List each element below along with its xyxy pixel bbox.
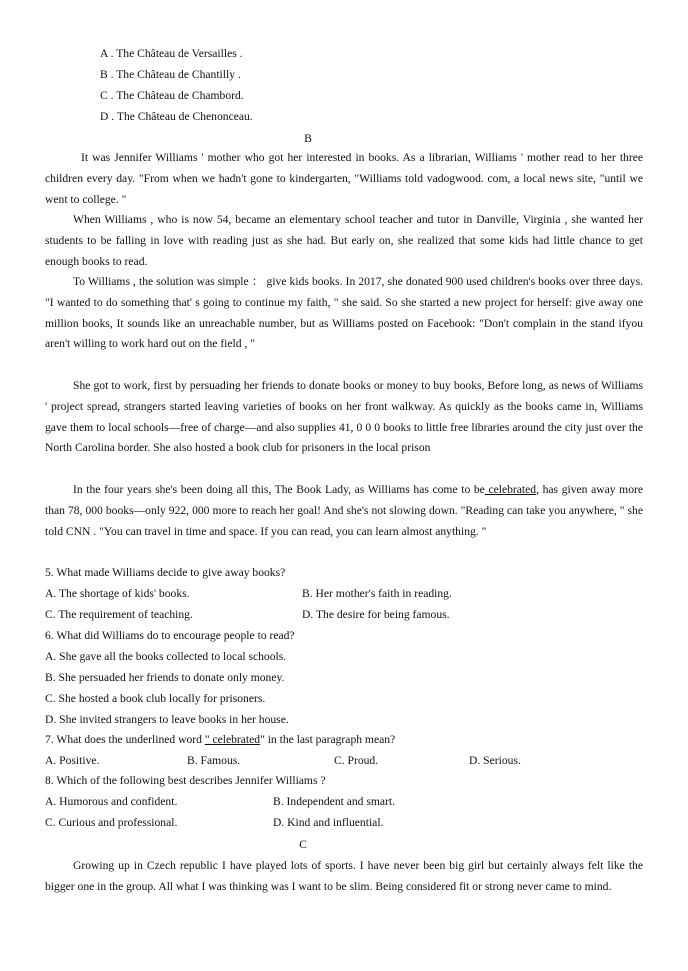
question-5-option-c: C. The requirement of teaching. xyxy=(45,608,193,621)
question-5-option-a: A. The shortage of kids' books. xyxy=(45,587,190,600)
question-8-option-b: B. Independent and smart. xyxy=(273,795,396,808)
question-7-option-a: A. Positive. xyxy=(45,754,100,767)
paragraph-5-text-end: , has given away more than 78, 000 books—only 922, 000 more to reach her goal! And she's not slowing down. "Reading can take you anywhere, " she told CNN . "You can travel in time and space. If you can read, you can learn almost anything. " xyxy=(45,483,643,538)
option-b: B . The Château de Chantilly . xyxy=(100,68,241,81)
option-a: A . The Château de Versailles . xyxy=(100,47,243,60)
question-7-stem xyxy=(45,733,395,746)
question-7-underlined-word: " celebrated xyxy=(204,733,261,746)
option-c: C . The Château de Chambord. xyxy=(100,89,244,102)
section-b-paragraph-5 xyxy=(45,480,643,542)
question-6-option-c: C. She hosted a book club locally for prisoners. xyxy=(45,692,266,705)
question-6-option-b: B. She persuaded her friends to donate only money. xyxy=(45,671,285,684)
section-b-paragraph-3: To Williams , the solution was simple ： give kids books. In 2017, she donated 900 used children's books over three days. "I wanted to do something that' s going to continue my faith, " she said. So she started a new project for herself: give away one million books, It sounds like an unreachable number, but as Williams posted on Facebook: "Don't complain in the stand ifyou aren't willing to work hard out on the field , " xyxy=(45,275,643,351)
section-b-heading: B xyxy=(304,132,312,145)
section-b-paragraph-1: It was Jennifer Williams ' mother who got her interested in books. As a librarian, Williams ' mother read to her three children every day. "From when we hadn't gone to kindergarten, "Williams told vadogwood. com, a local news site, "until we went to college. " xyxy=(45,151,643,206)
section-c-heading: C xyxy=(299,838,307,851)
question-6-stem: 6. What did Williams do to encourage people to read? xyxy=(45,629,295,642)
question-6-option-a: A. She gave all the books collected to local schools. xyxy=(45,650,287,663)
question-8-option-c: C. Curious and professional. xyxy=(45,816,178,829)
underlined-word: celebrated xyxy=(484,483,537,496)
section-b-paragraph-2: When Williams , who is now 54, became an elementary school teacher and tutor in Danville, Virginia , she wanted her students to be falling in love with reading just as she had. But early on, she realized that some kids had little chance to get enough books to read. xyxy=(45,213,643,268)
question-8-option-a: A. Humorous and confident. xyxy=(45,795,178,808)
question-8-stem: 8. Which of the following best describes Jennifer Williams ? xyxy=(45,774,326,787)
question-7-option-b: B. Famous. xyxy=(187,754,241,767)
question-5-option-d: D. The desire for being famous. xyxy=(302,608,450,621)
question-7-stem-start: 7. What does the underlined word xyxy=(45,733,205,746)
question-6-option-d: D. She invited strangers to leave books in her house. xyxy=(45,713,289,726)
option-d: D . The Château de Chenonceau. xyxy=(100,110,253,123)
question-7-stem-end: " in the last paragraph mean? xyxy=(260,733,396,746)
question-5-stem: 5. What made Williams decide to give away books? xyxy=(45,566,286,579)
question-8-option-d: D. Kind and influential. xyxy=(273,816,384,829)
question-7-option-c: C. Proud. xyxy=(334,754,379,767)
paragraph-5-text-start: In the four years she's been doing all this, The Book Lady, as Williams has come to be xyxy=(73,483,485,496)
section-c-paragraph-1: Growing up in Czech republic I have played lots of sports. I have never been big girl but certainly always felt like the bigger one in the group. All what I was thinking was I want to be slim. Being considered fit or strong never came to mind. xyxy=(45,859,643,893)
question-5-option-b: B. Her mother's faith in reading. xyxy=(302,587,452,600)
question-7-option-d: D. Serious. xyxy=(469,754,521,767)
section-b-paragraph-4: She got to work, first by persuading her friends to donate books or money to buy books, Before long, as news of Williams ' project spread, strangers started leaving varieties of books on her front walkway. As quickly as the books came in, Williams gave them to local schools—free of charge—and also supplies 41, 0 0 0 books to little free libraries around the city just over the North Carolina border. She also hosted a book club for prisoners in the local prison xyxy=(45,379,643,455)
